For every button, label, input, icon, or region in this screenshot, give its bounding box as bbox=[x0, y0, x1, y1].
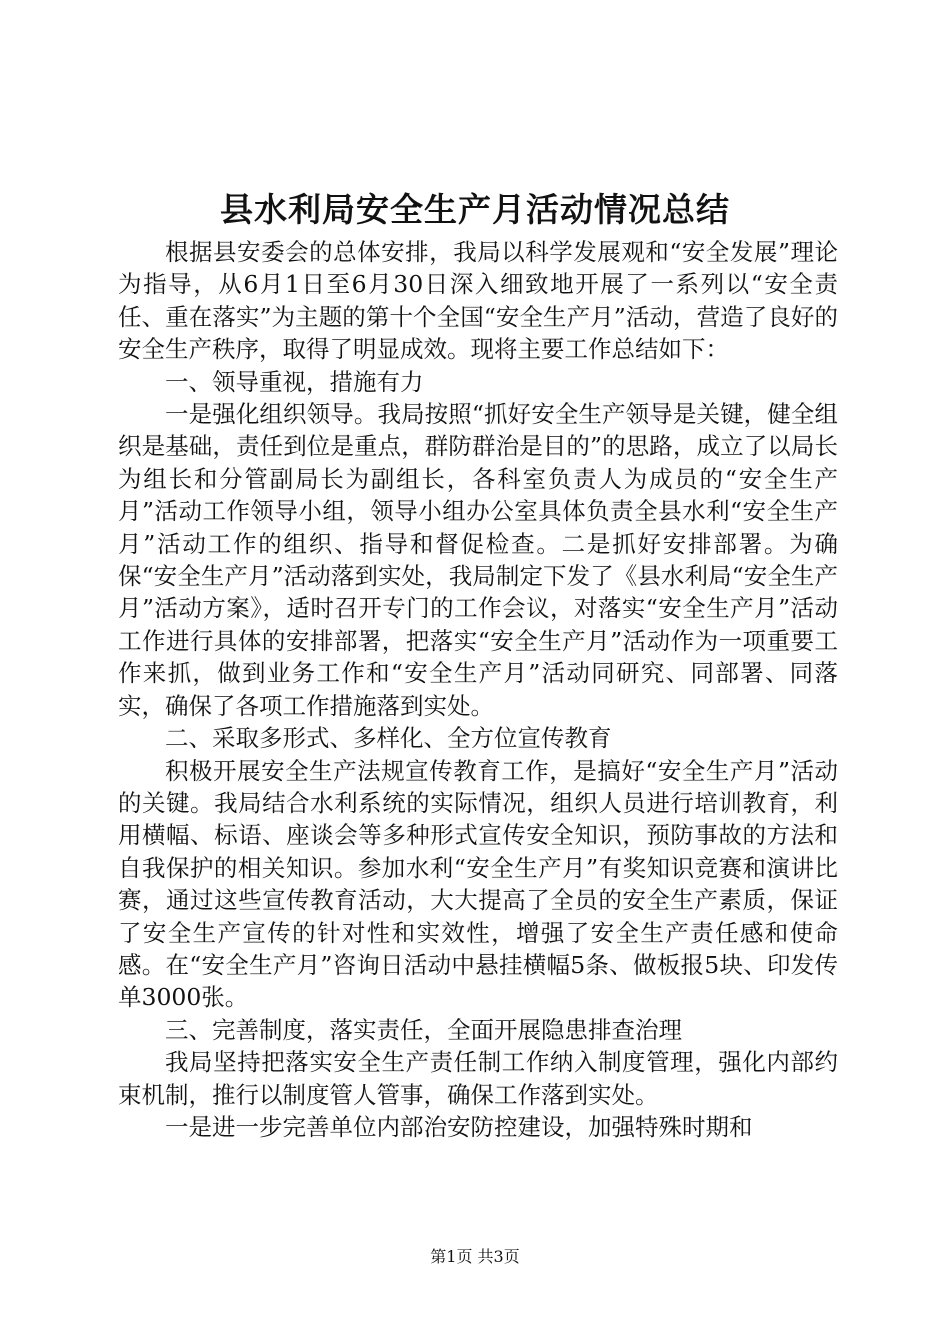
section-2-paragraph: 积极开展安全生产法规宣传教育工作，是搞好“安全生产月”活动的关键。我局结合水利系统的实际情况，组织人员进行培训教育，利用横幅、标语、座谈会等多种形式宣传安全知识，预防事故的方法和自我保护的相关知识。参加水利“安全生产月”有奖知识竞赛和演讲比赛，通过这些宣传教育活动，大大提高了全员的安全生产素质，保证了安全生产宣传的针对性和实效性，增强了安全生产责任感和使命感。在“安全生产月”咨询日活动中悬挂横幅5条、做板报5块、印发传单3000张。 bbox=[118, 756, 838, 1012]
document-title: 县水利局安全生产月活动情况总结 bbox=[220, 190, 730, 229]
section-heading-2: 二、采取多形式、多样化、全方位宣传教育 bbox=[165, 724, 612, 753]
page-number-footer: 第1页 共3页 bbox=[430, 1247, 520, 1266]
intro-paragraph: 根据县安委会的总体安排，我局以科学发展观和“安全发展”理论为指导，从6月1日至6月30日深入细致地开展了一系列以“安全责任、重在落实”为主题的第十个全国“安全生产月”活动，营造了良好的安全生产秩序，取得了明显成效。现将主要工作总结如下： bbox=[118, 238, 838, 364]
document-body bbox=[118, 236, 838, 1143]
section-heading-3: 三、完善制度，落实责任，全面开展隐患排查治理 bbox=[165, 1015, 682, 1044]
section-heading-1: 一、领导重视，措施有力 bbox=[165, 367, 424, 396]
section-3-paragraph: 我局坚持把落实安全生产责任制工作纳入制度管理，强化内部约束机制，推行以制度管人管事，确保工作落到实处。 bbox=[118, 1048, 838, 1109]
section-1-paragraph: 一是强化组织领导。我局按照“抓好安全生产领导是关键，健全组织是基础，责任到位是重点，群防群治是目的”的思路，成立了以局长为组长和分管副局长为副组长，各科室负责人为成员的“安全生产月”活动工作领导小组，领导小组办公室具体负责全县水利“安全生产月”活动工作的组织、指导和督促检查。二是抓好安排部署。为确保“安全生产月”活动落到实处，我局制定下发了《县水利局“安全生产月”活动方案》，适时召开专门的工作会议，对落实“安全生产月”活动工作进行具体的安排部署，把落实“安全生产月”活动作为一项重要工作来抓，做到业务工作和“安全生产月”活动同研究、同部署、同落实，确保了各项工作措施落到实处。 bbox=[118, 400, 838, 720]
section-3-paragraph-continued: 一是进一步完善单位内部治安防控建设，加强特殊时期和 bbox=[165, 1112, 753, 1141]
